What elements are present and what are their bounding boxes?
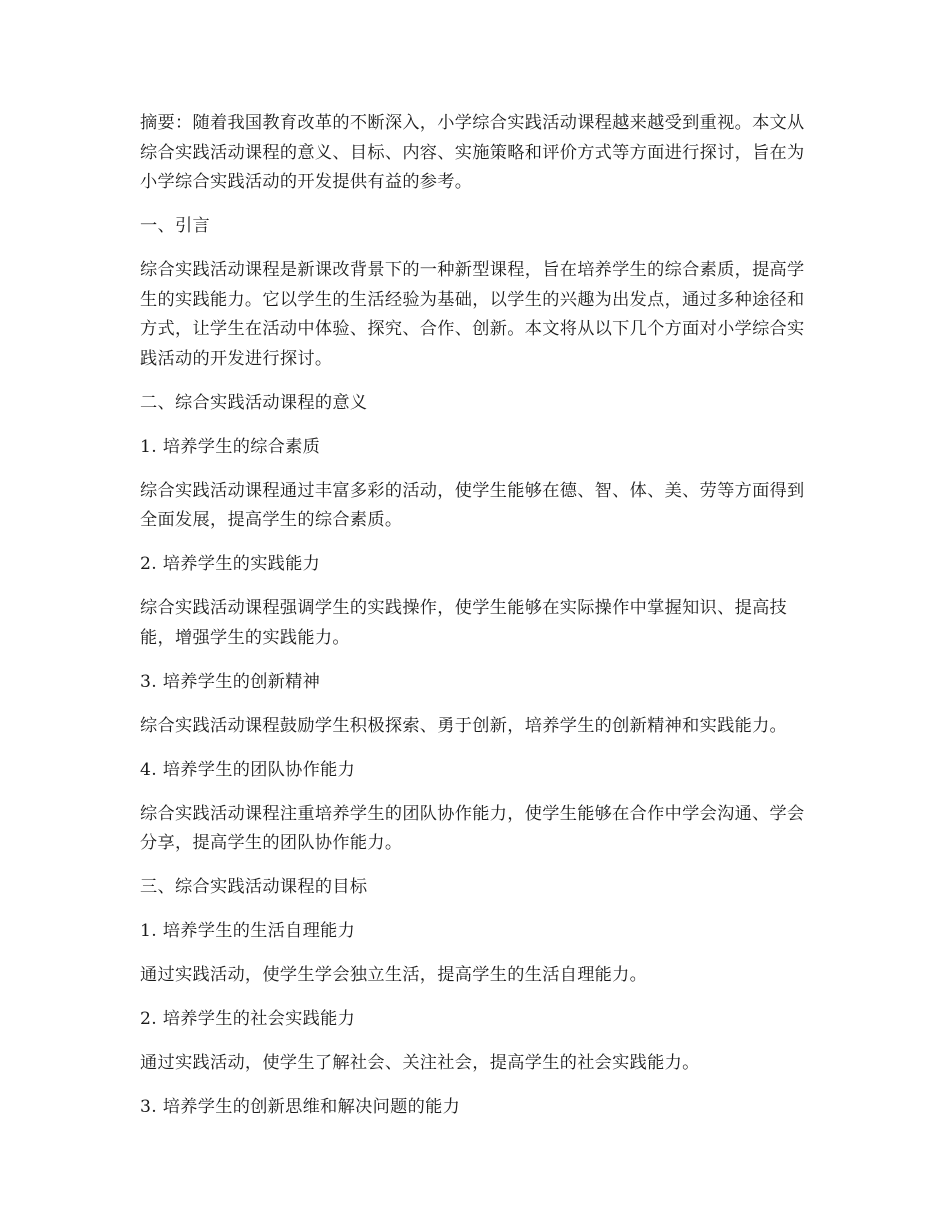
intro-paragraph: 综合实践活动课程是新课改背景下的一种新型课程，旨在培养学生的综合素质，提高学生的实践能力。它以学生的生活经验为基础，以学生的兴趣为出发点，通过多种途径和方式，让学生在活动中体验、探究、合作、创新。本文将从以下几个方面对小学综合实践活动的开发进行探讨。	[140, 260, 805, 369]
section-heading-significance: 二、综合实践活动课程的意义	[140, 392, 368, 413]
document-body	[140, 109, 820, 1137]
paragraph-teamwork: 综合实践活动课程注重培养学生的团队协作能力，使学生能够在合作中学会沟通、学会分享，提高学生的团队协作能力。	[140, 803, 805, 853]
subheading-self-care: 1. 培养学生的生活自理能力	[140, 921, 356, 941]
section-heading-intro: 一、引言	[140, 216, 210, 236]
subheading-creative-thinking: 3. 培养学生的创新思维和解决问题的能力	[140, 1097, 461, 1117]
subheading-teamwork: 4. 培养学生的团队协作能力	[140, 759, 356, 780]
paragraph-self-care: 通过实践活动，使学生学会独立生活，提高学生的生活自理能力。	[140, 965, 648, 985]
paragraph-social-practice: 通过实践活动，使学生了解社会、关注社会，提高学生的社会实践能力。	[140, 1053, 700, 1073]
paragraph-practical-ability: 综合实践活动课程强调学生的实践操作，使学生能够在实际操作中掌握知识、提高技能，增强学生的实践能力。	[140, 598, 788, 648]
subheading-innovation-spirit: 3. 培养学生的创新精神	[140, 671, 321, 692]
abstract-paragraph: 摘要：随着我国教育改革的不断深入，小学综合实践活动课程越来越受到重视。本文从综合实践活动课程的意义、目标、内容、实施策略和评价方式等方面进行探讨，旨在为小学综合实践活动的开发提供有益的参考。	[140, 113, 805, 192]
paragraph-innovation-spirit: 综合实践活动课程鼓励学生积极探索、勇于创新，培养学生的创新精神和实践能力。	[140, 715, 788, 736]
paragraph-overall-quality: 综合实践活动课程通过丰富多彩的活动，使学生能够在德、智、体、美、劳等方面得到全面发展，提高学生的综合素质。	[140, 480, 805, 530]
subheading-practical-ability: 2. 培养学生的实践能力	[140, 554, 321, 574]
section-heading-goals: 三、综合实践活动课程的目标	[140, 877, 368, 897]
subheading-overall-quality: 1. 培养学生的综合素质	[140, 436, 321, 457]
subheading-social-practice: 2. 培养学生的社会实践能力	[140, 1009, 356, 1029]
